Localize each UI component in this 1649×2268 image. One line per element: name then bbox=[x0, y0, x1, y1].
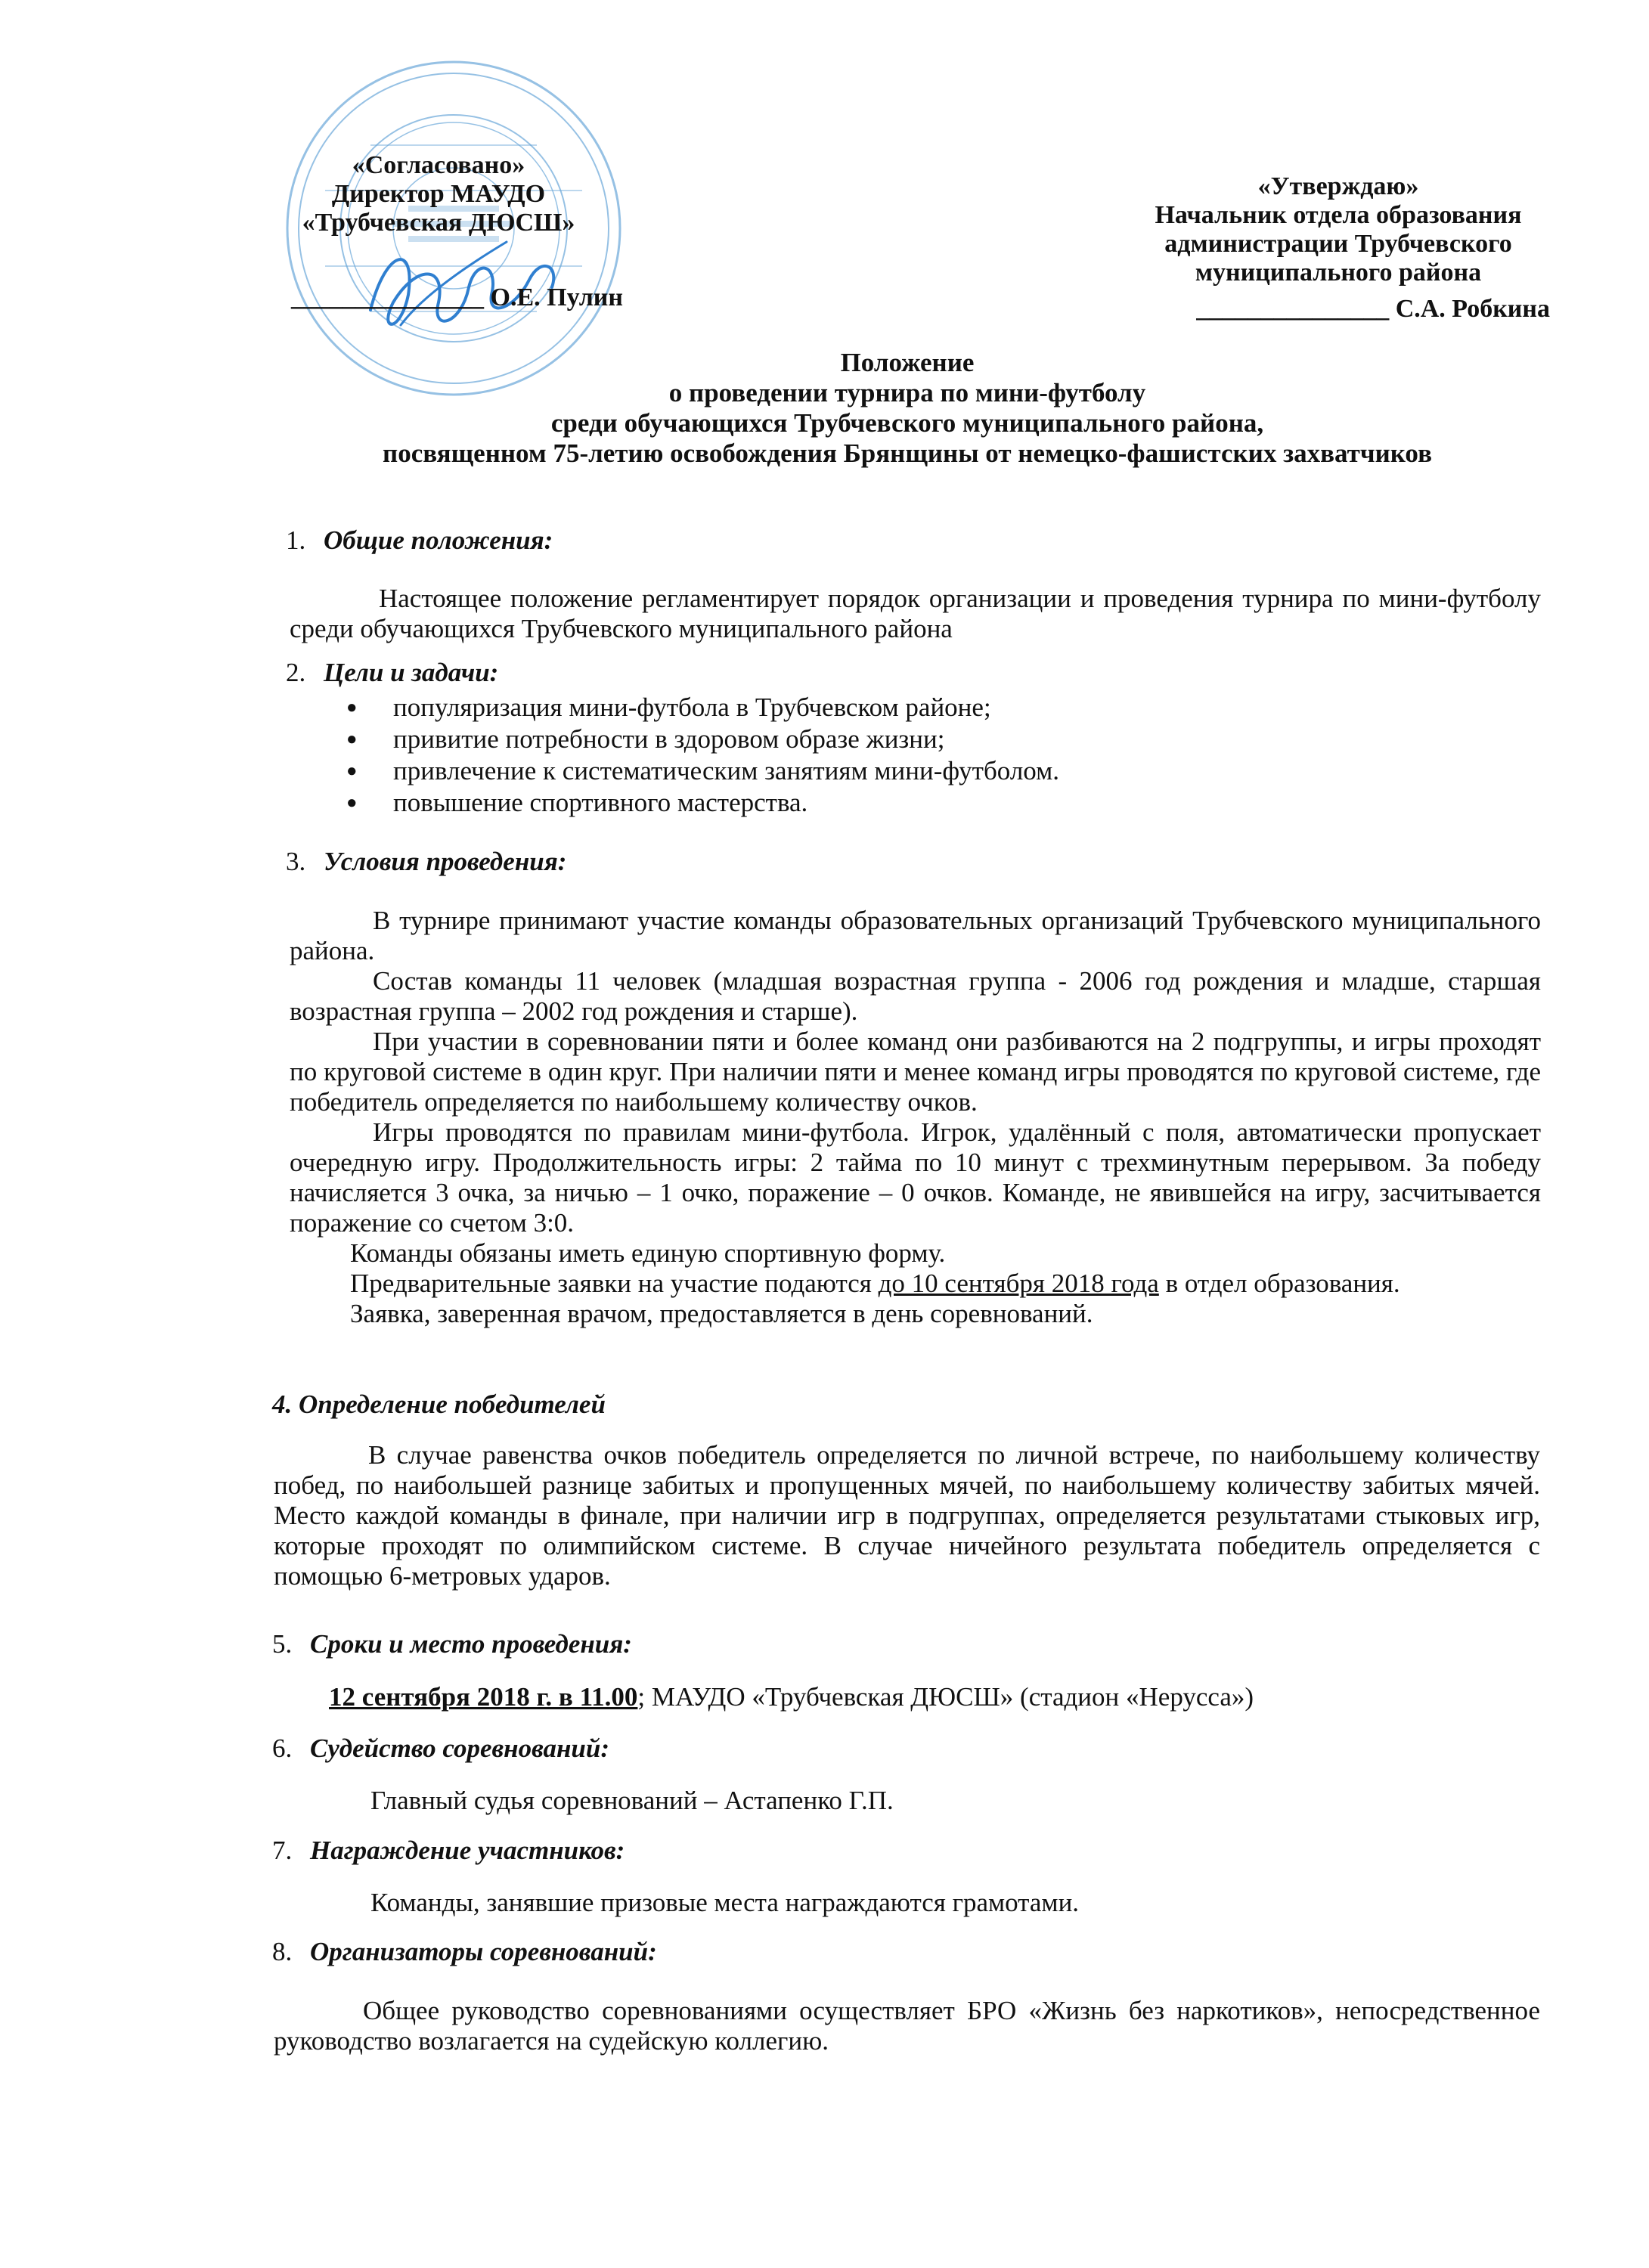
title-line-1: Положение bbox=[840, 348, 975, 377]
section-6-text: Главный судья соревнований – Астапенко Г.П. bbox=[370, 1786, 894, 1815]
left-signature-line bbox=[291, 284, 654, 312]
section-5-text bbox=[329, 1682, 1539, 1712]
section-4-text: В случае равенства очков победитель определяется по личной встрече, по наибольшему количеству побед, по наибольшей разнице забитых и пропущенных мячей, по наибольшему количеству забитых мячей. Место каждой команды в финале, при наличии игр в подгруппах, определяется результатами стыковых игр, которые проходят по олимпийском системе. В случае ничейного результата победитель определяется с помощью 6-метровых ударов. bbox=[274, 1440, 1540, 1591]
section-8-text: Общее руководство соревнованиями осуществляет БРО «Жизнь без наркотиков», непосредственное руководство возлагается на судейскую коллегию. bbox=[274, 1996, 1540, 2056]
section-3-heading: 3. Условия проведения: bbox=[286, 847, 567, 876]
title-line-4: посвященном 75-летию освобождения Брянщины от немецко-фашистских захватчиков bbox=[383, 438, 1432, 468]
list-item: ● повышение спортивного мастерства. bbox=[340, 787, 1474, 819]
right-signer-name: С.А. Робкина bbox=[1395, 295, 1550, 323]
right-sign-underline: _______________ bbox=[1196, 295, 1390, 323]
section-7-heading: 7. Награждение участников: bbox=[272, 1836, 625, 1865]
approval-left-block bbox=[272, 151, 605, 237]
left-sign-underline: _______________ bbox=[291, 284, 484, 311]
document-title bbox=[272, 348, 1542, 469]
section-4-heading: 4. Определение победителей bbox=[272, 1390, 606, 1419]
goals-list bbox=[340, 692, 1474, 819]
section-3-p5: Команды обязаны иметь единую спортивную форму. bbox=[350, 1238, 946, 1268]
section-2-heading: 2. Цели и задачи: bbox=[286, 658, 499, 687]
section-3-p2: Состав команды 11 человек (младшая возрастная группа - 2006 год рождения и младше, старшая возрастная группа – 2002 год рождения и старше). bbox=[290, 966, 1541, 1026]
approval-right-block bbox=[1127, 172, 1550, 287]
title-line-2: о проведении турнира по мини-футболу bbox=[668, 378, 1146, 407]
title-line-3: среди обучающихся Трубчевского муниципального района, bbox=[550, 408, 1264, 438]
section-8-heading: 8. Организаторы соревнований: bbox=[272, 1937, 657, 1966]
district-name: муниципального района bbox=[1195, 259, 1482, 287]
section-3-p3: При участии в соревновании пяти и более команд они разбиваются на 2 подгруппы, и игры проходят по круговой системе в один круг. При наличии пяти и менее команд игры проводятся по круговой системе, где победитель определяется по наибольшему количеству очков. bbox=[290, 1027, 1541, 1117]
section-5-heading: 5. Сроки и место проведения: bbox=[272, 1629, 632, 1659]
list-item: ● популяризация мини-футбола в Трубчевском районе; bbox=[340, 692, 1474, 723]
head-of-department-title: Начальник отдела образования bbox=[1155, 201, 1522, 229]
list-item: ● привитие потребности в здоровом образе жизни; bbox=[340, 723, 1474, 755]
list-item: ● привлечение к систематическим занятиям мини-футболом. bbox=[340, 755, 1474, 787]
administration-name: администрации Трубчевского bbox=[1164, 230, 1512, 258]
application-deadline: до 10 сентября 2018 года bbox=[878, 1269, 1159, 1298]
section-6-heading: 6. Судейство соревнований: bbox=[272, 1734, 610, 1763]
section-7-text: Команды, занявшие призовые места награждаются грамотами. bbox=[370, 1888, 1080, 1917]
section-1-heading: 1. Общие положения: bbox=[286, 525, 553, 555]
section-1-text: Настоящее положение регламентирует порядок организации и проведения турнира по мини-футболу среди обучающихся Трубчевского муниципального района bbox=[290, 584, 1541, 643]
approve-label: «Утверждаю» bbox=[1257, 172, 1419, 200]
left-signer-name: О.Е. Пулин bbox=[490, 284, 623, 311]
agreed-label: «Согласовано» bbox=[352, 151, 525, 179]
event-date: 12 сентября 2018 г. в 11.00 bbox=[329, 1682, 638, 1712]
school-name: «Трубчевская ДЮСШ» bbox=[302, 209, 575, 237]
event-venue: ; МАУДО «Трубчевская ДЮСШ» (стадион «Нерусса») bbox=[637, 1682, 1254, 1712]
section-3-p1: В турнире принимают участие команды образовательных организаций Трубчевского муниципального района. bbox=[290, 906, 1541, 965]
section-3-p7: Заявка, заверенная врачом, предоставляется в день соревнований. bbox=[350, 1299, 1093, 1328]
section-3-p4: Игры проводятся по правилам мини-футбола. Игрок, удалённый с поля, автоматически пропускает очередную игру. Продолжительность игры: 2 тайма по 10 минут с трехминутным перерывом. За победу начисляется 3 очка, за ничью – 1 очко, поражение – 0 очков. Команде, не явившейся на игру, засчитывается поражение со счетом 3:0. bbox=[290, 1117, 1541, 1238]
section-3-body bbox=[290, 906, 1541, 1329]
right-signature-line bbox=[1157, 295, 1550, 324]
section-3-p6: Предварительные заявки на участие подаются до 10 сентября 2018 года в отдел образования. bbox=[350, 1269, 1400, 1298]
director-title: Директор МАУДО bbox=[331, 180, 546, 208]
